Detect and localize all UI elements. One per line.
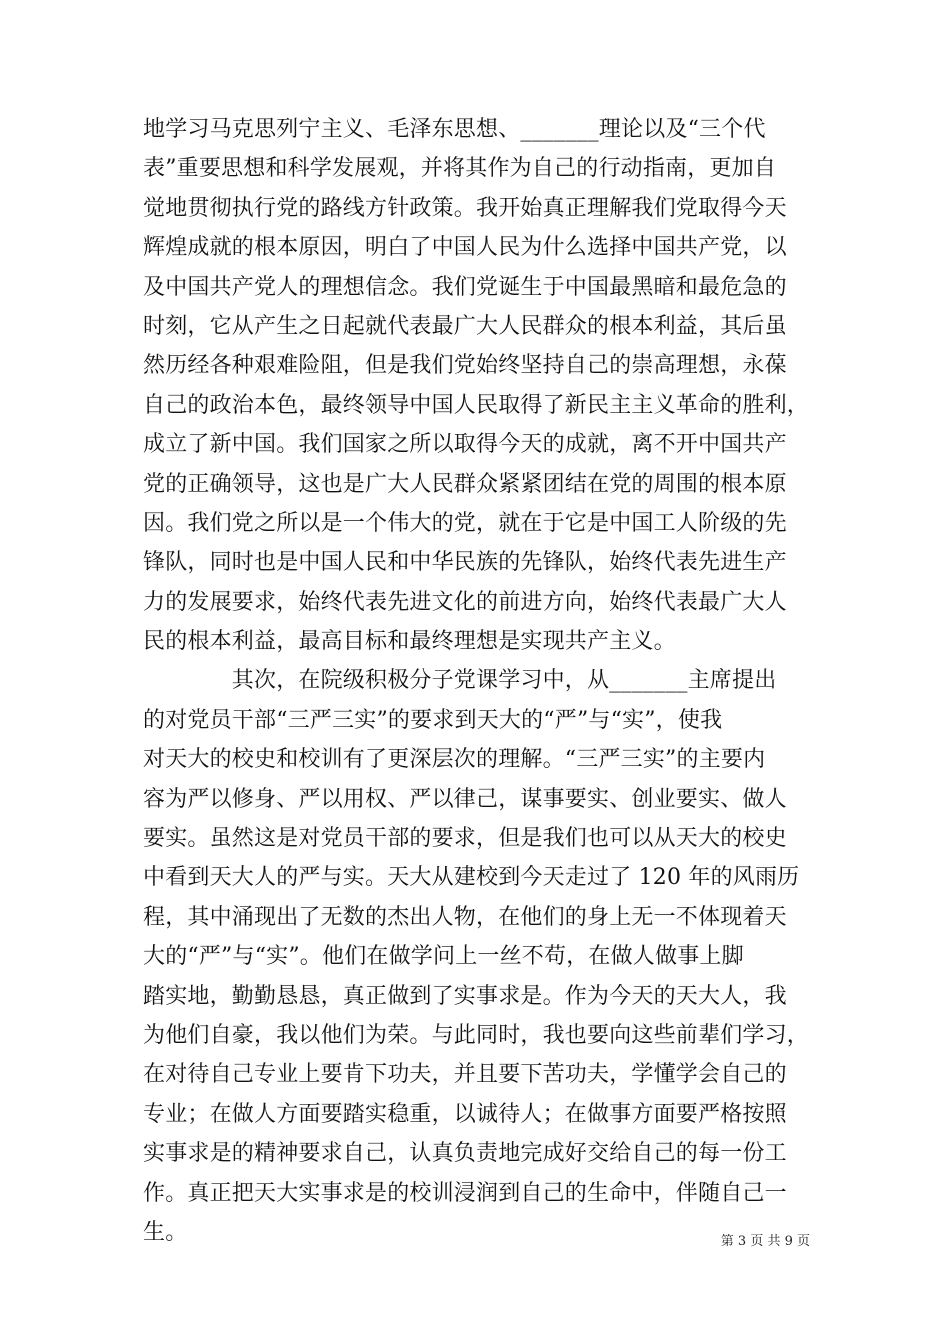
text-line: 及中国共产党人的理想信念。我们党诞生于中国最黑暗和最危急的 <box>143 274 787 300</box>
body-text <box>143 110 813 1252</box>
text-line: 因。我们党之所以是一个伟大的党，就在于它是中国工人阶级的先 <box>143 510 787 536</box>
text-line: 专业；在做人方面要踏实稳重，以诚待人；在做事方面要严格按照 <box>143 1101 787 1127</box>
text-line: 力的发展要求，始终代表先进文化的前进方向，始终代表最广大人 <box>143 589 787 615</box>
text-line: 的对党员干部“三严三实”的要求到天大的“严”与“实”，使我 <box>143 707 723 733</box>
text-line: 实事求是的精神要求自己，认真负责地完成好交给自己的每一份工 <box>143 1141 787 1167</box>
text-line: 踏实地，勤勤恳恳，真正做到了实事求是。作为今天的天大人，我 <box>143 983 787 1009</box>
text-line: 中看到天大人的严与实。天大从建校到今天走过了 120 年的风雨历 <box>143 865 800 891</box>
text-line: 为他们自豪，我以他们为荣。与此同时，我也要向这些前辈们学习， <box>143 1022 810 1048</box>
text-line: 地学习马克思列宁主义、毛泽东思想、_______理论以及“三个代 <box>143 117 766 142</box>
text-line: 对天大的校史和校训有了更深层次的理解。“三严三实”的主要内 <box>143 747 766 773</box>
text-line: 大的“严”与“实”。他们在做学问上一丝不苟，在做人做事上脚 <box>143 944 744 970</box>
text-line: 生。 <box>143 1219 188 1245</box>
text-line: 时刻，它从产生之日起就代表最广大人民群众的根本利益，其后虽 <box>143 313 787 339</box>
text-line: 辉煌成就的根本原因，明白了中国人民为什么选择中国共产党，以 <box>143 235 787 261</box>
text-line: 容为严以修身、严以用权、严以律己，谋事要实、创业要实、做人 <box>143 786 787 812</box>
text-line: 自己的政治本色，最终领导中国人民取得了新民主主义革命的胜利， <box>143 392 810 418</box>
page-number: 第 3 页 共 9 页 <box>720 1234 810 1249</box>
text-line: 表”重要思想和科学发展观，并将其作为自己的行动指南，更加自 <box>143 156 777 182</box>
text-line: 要实。虽然这是对党员干部的要求，但是我们也可以从天大的校史 <box>143 826 787 852</box>
text-line: 作。真正把天大实事求是的校训浸润到自己的生命中，伴随自己一 <box>143 1180 787 1206</box>
text-line: 成立了新中国。我们国家之所以取得今天的成就，离不开中国共产 <box>143 432 787 458</box>
text-line: 党的正确领导，这也是广大人民群众紧紧团结在党的周围的根本原 <box>143 471 787 497</box>
text-line: 在对待自己专业上要肯下功夫，并且要下苦功夫，学懂学会自己的 <box>143 1062 787 1088</box>
text-line: 其次，在院级积极分子党课学习中，从_______主席提出 <box>143 668 777 694</box>
text-line: 民的根本利益，最高目标和最终理想是实现共产主义。 <box>143 629 676 655</box>
text-line: 然历经各种艰难险阻，但是我们党始终坚持自己的崇高理想，永葆 <box>143 353 787 379</box>
text-line: 锋队，同时也是中国人民和中华民族的先锋队，始终代表先进生产 <box>143 550 787 576</box>
text-line: 觉地贯彻执行党的路线方针政策。我开始真正理解我们党取得今天 <box>143 195 787 221</box>
text-line: 程，其中涌现出了无数的杰出人物，在他们的身上无一不体现着天 <box>143 904 787 930</box>
